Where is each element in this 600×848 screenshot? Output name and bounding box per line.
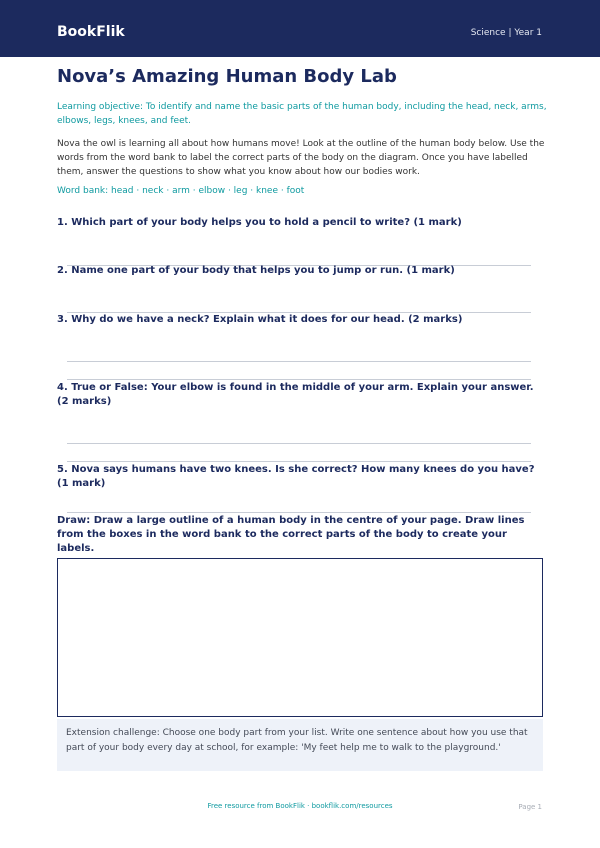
question-5: 5. Nova says humans have two knees. Is she correct? How many knees do you have? (1 mark) — [57, 464, 535, 489]
drawing-area[interactable] — [57, 558, 543, 717]
page-number: Page 1 — [518, 803, 542, 811]
answer-line[interactable] — [67, 361, 531, 362]
answer-line[interactable] — [67, 443, 531, 444]
draw-instruction: Draw: Draw a large outline of a human body in the centre of your page. Draw lines from the boxes in the word bank to the correct parts of the body to create your labels. — [57, 515, 525, 554]
extension-challenge-box — [57, 719, 543, 771]
answer-line[interactable] — [67, 461, 531, 462]
question-3: 3. Why do we have a neck? Explain what it does for our head. (2 marks) — [57, 314, 463, 325]
brand-logo-text: BookFlik — [57, 24, 125, 40]
footer-source: Free resource from BookFlik · bookflik.com/resources — [207, 802, 393, 810]
question-2: 2. Name one part of your body that helps you to jump or run. (1 mark) — [57, 265, 455, 276]
intro-paragraph: Nova the owl is learning all about how humans move! Look at the outline of the human body below. Use the words from the word bank to label the correct parts of the body on the diagram. Once you have labelled them, answer the questions to show what you know about how our bodies work. — [57, 139, 545, 177]
question-1: 1. Which part of your body helps you to hold a pencil to write? (1 mark) — [57, 217, 462, 228]
extension-challenge-text: Extension challenge: Choose one body part from your list. Write one sentence about how you use that part of your body every day at school, for example: 'My feet help me to walk to the playground.' — [66, 728, 528, 753]
learning-objective: Learning objective: To identify and name the basic parts of the human body, including the head, neck, arms, elbows, legs, knees, and feet. — [57, 102, 547, 126]
word-bank: Word bank: head · neck · arm · elbow · leg · knee · foot — [57, 186, 305, 196]
question-4: 4. True or False: Your elbow is found in the middle of your arm. Explain your answer. (2 marks) — [57, 382, 534, 407]
answer-line[interactable] — [67, 512, 531, 513]
page-header — [0, 0, 600, 57]
answer-line[interactable] — [67, 379, 531, 380]
subject-year-label: Science | Year 1 — [470, 28, 542, 38]
worksheet-title: Nova’s Amazing Human Body Lab — [57, 66, 397, 87]
